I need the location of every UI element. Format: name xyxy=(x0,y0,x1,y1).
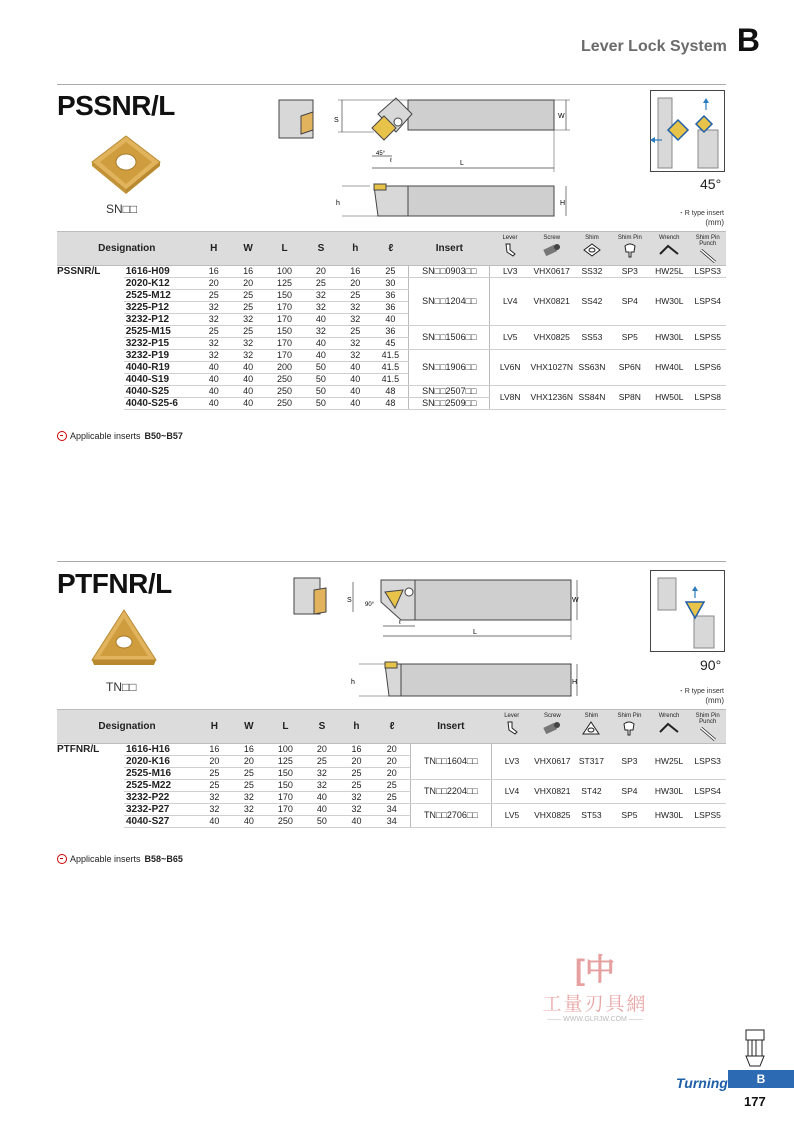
table-cell: 250 xyxy=(265,374,303,386)
table-cell: VHX1027N xyxy=(530,350,573,386)
holder-end-view xyxy=(292,576,332,618)
table-cell: SP6N xyxy=(611,350,649,386)
table-row xyxy=(57,386,726,398)
table-cell: SN□□1204□□ xyxy=(409,278,490,326)
col-screw: Screw xyxy=(532,710,573,744)
table-cell: 32 xyxy=(197,338,231,350)
table-cell: 36 xyxy=(372,326,408,338)
table-cell: 25 xyxy=(338,290,372,302)
col-shim-pin: Shim Pin xyxy=(611,232,649,266)
shim-icon xyxy=(582,242,602,258)
col-shim-pin-punch: Shim Pin Punch xyxy=(689,710,726,744)
table-cell: 150 xyxy=(266,780,305,792)
table-cell: 40 xyxy=(372,314,408,326)
applicable-inserts-link[interactable]: Applicable inserts B58~B65 xyxy=(57,854,183,864)
table-cell: 32 xyxy=(197,350,231,362)
table-cell: SP8N xyxy=(611,386,649,410)
table-cell: 170 xyxy=(266,792,305,804)
cutting-angle: 45° xyxy=(700,176,722,192)
header-section-letter: B xyxy=(736,22,760,58)
table-cell: 40 xyxy=(304,350,338,362)
table-cell: 170 xyxy=(266,804,305,816)
table-cell: SN□□2507□□ xyxy=(409,386,490,398)
table-cell: 32 xyxy=(338,350,372,362)
insert-code: SN□□ xyxy=(106,202,138,216)
table-cell: 32 xyxy=(339,804,374,816)
table-cell: SP5 xyxy=(610,804,649,828)
col-shim-pin: Shim Pin xyxy=(610,710,649,744)
table-cell: 32 xyxy=(197,302,231,314)
table-cell: 40 xyxy=(339,816,374,828)
table-cell: 32 xyxy=(305,768,340,780)
table-cell: 40 xyxy=(231,398,265,410)
table-cell: SN□□1506□□ xyxy=(409,326,490,350)
unit-label: (mm) xyxy=(705,218,724,227)
table-cell: HW30L xyxy=(649,780,690,804)
table-cell: 25 xyxy=(305,756,340,768)
table-cell: VHX0617 xyxy=(530,266,573,278)
table-cell: 3232-P22 xyxy=(124,792,197,804)
table-row xyxy=(57,744,726,756)
table-cell: LV5 xyxy=(491,804,532,828)
table-cell: VHX0821 xyxy=(532,780,573,804)
series-name: PTFNR/L xyxy=(57,744,100,755)
lever-icon xyxy=(502,242,518,258)
table-cell: 25 xyxy=(339,780,374,792)
table-cell: 16 xyxy=(338,266,372,278)
col-S: S xyxy=(304,232,338,266)
table-cell: 2525-M15 xyxy=(124,326,197,338)
table-cell: HW25L xyxy=(649,266,689,278)
table-cell: 4040-R19 xyxy=(124,362,197,374)
table-cell: 40 xyxy=(338,386,372,398)
table-cell: 25 xyxy=(231,302,265,314)
table-cell: HW40L xyxy=(649,350,689,386)
table-cell: SN□□0903□□ xyxy=(409,266,490,278)
table-cell: 250 xyxy=(265,386,303,398)
table-cell: LV6N xyxy=(490,350,530,386)
table-cell: HW25L xyxy=(649,744,690,780)
table-cell: ST53 xyxy=(573,804,611,828)
table-cell: 25 xyxy=(374,780,411,792)
insert-image xyxy=(90,132,162,194)
table-cell: 25 xyxy=(372,266,408,278)
table-cell: 4040-S19 xyxy=(124,374,197,386)
holder-dimension-drawing xyxy=(330,92,580,227)
table-cell: 25 xyxy=(338,326,372,338)
applicable-inserts-link[interactable]: Applicable inserts B50~B57 xyxy=(57,431,183,441)
spec-table-ptfnr xyxy=(57,709,726,828)
col-designation: Designation xyxy=(57,710,197,744)
table-cell: HW30L xyxy=(649,804,690,828)
col-lever: Lever xyxy=(490,232,530,266)
table-cell: 32 xyxy=(305,780,340,792)
table-cell: HW50L xyxy=(649,386,689,410)
cutting-angle-diagram xyxy=(650,90,725,172)
table-cell: SP3 xyxy=(611,266,649,278)
table-cell: 50 xyxy=(304,386,338,398)
table-cell: 40 xyxy=(338,362,372,374)
watermark xyxy=(520,945,670,1023)
table-cell: 32 xyxy=(197,804,232,816)
table-cell: 40 xyxy=(197,362,231,374)
table-cell: 32 xyxy=(232,804,267,816)
table-cell: 20 xyxy=(231,278,265,290)
series-name: PSSNR/L xyxy=(57,266,101,277)
table-cell: 2525-M12 xyxy=(124,290,197,302)
table-cell: LSPS4 xyxy=(689,780,726,804)
table-cell: ST42 xyxy=(573,780,611,804)
table-cell: 48 xyxy=(372,386,408,398)
shim-pin-icon xyxy=(622,242,638,258)
col-h: h xyxy=(338,232,372,266)
cutting-angle-diagram xyxy=(650,570,725,652)
col-shim: Shim xyxy=(573,710,611,744)
col-H: H xyxy=(197,232,231,266)
table-cell: 40 xyxy=(232,816,267,828)
table-cell: 2020-K12 xyxy=(124,278,197,290)
table-cell: ST317 xyxy=(573,744,611,780)
wrench-icon xyxy=(658,720,680,736)
col-h: h xyxy=(339,710,374,744)
table-cell: SP3 xyxy=(610,744,649,780)
table-cell: 16 xyxy=(339,744,374,756)
col-l: ℓ xyxy=(374,710,411,744)
dim-S: S xyxy=(334,117,339,124)
table-cell: 20 xyxy=(374,768,411,780)
table-cell: SS63N xyxy=(573,350,610,386)
table-cell: HW30L xyxy=(649,326,689,350)
table-cell: 40 xyxy=(231,374,265,386)
table-cell: 25 xyxy=(339,768,374,780)
table-cell: LSPS8 xyxy=(689,386,726,410)
table-cell: 45 xyxy=(372,338,408,350)
applicable-icon xyxy=(57,854,67,864)
section-divider xyxy=(57,84,726,85)
dim-H: H xyxy=(572,679,578,686)
table-cell: 25 xyxy=(232,780,267,792)
table-cell: 32 xyxy=(197,792,232,804)
shim-pin-punch-icon xyxy=(698,248,718,264)
dim-l: ℓ xyxy=(390,158,392,164)
table-cell: 50 xyxy=(304,362,338,374)
table-cell: 20 xyxy=(374,744,411,756)
table-cell: 20 xyxy=(305,744,340,756)
table-cell: 170 xyxy=(265,338,303,350)
table-cell: 16 xyxy=(197,744,232,756)
table-cell: SS42 xyxy=(573,278,610,326)
dim-L: L xyxy=(460,160,464,167)
dim-L: L xyxy=(473,629,477,636)
table-cell: 25 xyxy=(231,290,265,302)
table-cell: 25 xyxy=(197,290,231,302)
dim-h: h xyxy=(351,679,355,686)
table-cell: SP4 xyxy=(611,278,649,326)
dim-W: W xyxy=(558,113,565,120)
table-cell: 25 xyxy=(197,768,232,780)
dim-l: ℓ xyxy=(399,620,401,626)
dim-S: S xyxy=(347,597,352,604)
footer-section-tab[interactable]: B xyxy=(728,1070,794,1088)
col-screw: Screw xyxy=(530,232,573,266)
cutting-angle: 90° xyxy=(700,657,722,673)
shim-icon xyxy=(581,720,601,736)
table-row xyxy=(57,326,726,338)
table-cell: VHX0825 xyxy=(530,326,573,350)
table-cell: VHX0825 xyxy=(532,804,573,828)
wrench-icon xyxy=(658,242,680,258)
section-divider xyxy=(57,561,726,562)
table-cell: LV4 xyxy=(491,780,532,804)
table-cell: LV3 xyxy=(491,744,532,780)
table-cell: 32 xyxy=(339,792,374,804)
col-W: W xyxy=(232,710,267,744)
table-cell: VHX0617 xyxy=(532,744,573,780)
page-number: 177 xyxy=(744,1094,766,1109)
table-cell: 32 xyxy=(231,338,265,350)
shim-pin-punch-icon xyxy=(698,726,718,742)
table-cell: 250 xyxy=(265,398,303,410)
table-cell: 25 xyxy=(232,768,267,780)
table-cell: 36 xyxy=(372,290,408,302)
r-type-note: ・R type insert xyxy=(677,688,724,695)
table-cell: HW30L xyxy=(649,278,689,326)
table-cell: LV5 xyxy=(490,326,530,350)
shim-pin-icon xyxy=(621,720,637,736)
table-cell: LSPS5 xyxy=(689,804,726,828)
col-lever: Lever xyxy=(491,710,532,744)
table-cell: 25 xyxy=(197,326,231,338)
table-cell: 250 xyxy=(266,816,305,828)
table-cell: 4040-S25 xyxy=(124,386,197,398)
table-row xyxy=(57,804,726,816)
table-cell: LSPS3 xyxy=(689,266,726,278)
table-cell: SS53 xyxy=(573,326,610,350)
table-cell: 125 xyxy=(265,278,303,290)
table-cell: 4040-S25-6 xyxy=(124,398,197,410)
table-cell: 200 xyxy=(265,362,303,374)
table-cell: 150 xyxy=(265,290,303,302)
table-cell: 32 xyxy=(338,338,372,350)
table-cell: 40 xyxy=(231,386,265,398)
col-W: W xyxy=(231,232,265,266)
col-designation: Designation xyxy=(57,232,197,266)
table-cell: TN□□2706□□ xyxy=(410,804,491,828)
table-cell: VHX1236N xyxy=(530,386,573,410)
table-cell: SP5 xyxy=(611,326,649,350)
table-cell: 32 xyxy=(304,302,338,314)
table-cell: 2525-M16 xyxy=(124,768,197,780)
table-cell: 25 xyxy=(374,792,411,804)
table-cell: 41.5 xyxy=(372,362,408,374)
table-cell: SN□□2509□□ xyxy=(409,398,490,410)
table-cell: 20 xyxy=(304,266,338,278)
col-H: H xyxy=(197,710,232,744)
col-wrench: Wrench xyxy=(649,710,690,744)
table-cell: 16 xyxy=(231,266,265,278)
table-cell: 170 xyxy=(265,314,303,326)
col-S: S xyxy=(305,710,340,744)
table-cell: 41.5 xyxy=(372,350,408,362)
table-cell: 40 xyxy=(231,362,265,374)
page-header xyxy=(581,22,760,59)
table-cell: SS84N xyxy=(573,386,610,410)
table-cell: 32 xyxy=(231,314,265,326)
watermark-logo: [中 xyxy=(575,954,615,987)
product-title: PTFNR/L xyxy=(57,568,172,599)
table-row xyxy=(57,780,726,792)
col-shim: Shim xyxy=(573,232,610,266)
insert-code: TN□□ xyxy=(106,680,137,694)
table-cell: 20 xyxy=(197,278,231,290)
table-cell: 32 xyxy=(338,302,372,314)
table-cell: 32 xyxy=(231,350,265,362)
table-cell: 25 xyxy=(197,780,232,792)
table-cell: 50 xyxy=(304,398,338,410)
table-cell: 40 xyxy=(338,398,372,410)
table-cell: SS32 xyxy=(573,266,610,278)
lever-icon xyxy=(504,720,520,736)
table-cell: 2020-K16 xyxy=(124,756,197,768)
table-cell: SP4 xyxy=(610,780,649,804)
table-cell: 3232-P27 xyxy=(124,804,197,816)
table-cell: 3225-P12 xyxy=(124,302,197,314)
table-cell: 125 xyxy=(266,756,305,768)
table-cell: 40 xyxy=(305,792,340,804)
table-cell: 32 xyxy=(304,290,338,302)
table-cell: 32 xyxy=(304,326,338,338)
table-cell: 25 xyxy=(231,326,265,338)
product-title: PSSNR/L xyxy=(57,90,175,121)
table-cell: 40 xyxy=(197,374,231,386)
col-wrench: Wrench xyxy=(649,232,689,266)
table-cell: 34 xyxy=(374,816,411,828)
table-cell: 100 xyxy=(265,266,303,278)
header-title: Lever Lock System xyxy=(581,38,727,55)
table-row xyxy=(57,278,726,290)
table-cell: 1616-H16 xyxy=(124,744,197,756)
spec-table-pssnr xyxy=(57,231,726,410)
col-L: L xyxy=(265,232,303,266)
dim-W: W xyxy=(572,597,579,604)
table-cell: 170 xyxy=(265,302,303,314)
table-cell: LSPS5 xyxy=(689,326,726,350)
table-cell: 2525-M22 xyxy=(124,780,197,792)
table-cell: 170 xyxy=(265,350,303,362)
table-row xyxy=(57,266,726,278)
table-cell: 30 xyxy=(372,278,408,290)
table-cell: TN□□1604□□ xyxy=(410,744,491,780)
table-cell: 150 xyxy=(266,768,305,780)
dim-angle: 45° xyxy=(376,151,386,157)
insert-image xyxy=(90,606,158,668)
table-cell: 36 xyxy=(372,302,408,314)
table-cell: LSPS4 xyxy=(689,278,726,326)
table-cell: 16 xyxy=(232,744,267,756)
table-cell: 50 xyxy=(304,374,338,386)
turning-tool-icon xyxy=(742,1028,770,1068)
table-cell: 20 xyxy=(339,756,374,768)
watermark-text: 工量刃具網 xyxy=(542,994,648,1015)
watermark-url: —— WWW.GLRJW.COM —— xyxy=(547,1016,643,1023)
r-type-note: ・R type insert xyxy=(677,210,724,217)
table-cell: 25 xyxy=(304,278,338,290)
holder-dimension-drawing xyxy=(345,572,585,702)
table-cell: 100 xyxy=(266,744,305,756)
table-cell: 1616-H09 xyxy=(124,266,197,278)
table-cell: 150 xyxy=(265,326,303,338)
table-cell: TN□□2204□□ xyxy=(410,780,491,804)
table-cell: 40 xyxy=(197,816,232,828)
table-cell: LV3 xyxy=(490,266,530,278)
table-cell: 32 xyxy=(197,314,231,326)
table-cell: 32 xyxy=(338,314,372,326)
table-cell: 48 xyxy=(372,398,408,410)
holder-end-view xyxy=(277,98,322,143)
table-cell: 40 xyxy=(304,314,338,326)
table-cell: LV8N xyxy=(490,386,530,410)
applicable-icon xyxy=(57,431,67,441)
table-cell: 3232-P12 xyxy=(124,314,197,326)
table-cell: LSPS3 xyxy=(689,744,726,780)
table-cell: VHX0821 xyxy=(530,278,573,326)
col-shim-pin-punch: Shim Pin Punch xyxy=(689,232,726,266)
table-cell: LV4 xyxy=(490,278,530,326)
table-cell: 20 xyxy=(232,756,267,768)
dim-angle: 90° xyxy=(365,602,375,608)
col-insert: Insert xyxy=(410,710,491,744)
table-cell: 3232-P15 xyxy=(124,338,197,350)
table-cell: 32 xyxy=(232,792,267,804)
table-cell: 40 xyxy=(197,398,231,410)
table-cell: 40 xyxy=(305,804,340,816)
dim-h: h xyxy=(336,200,340,207)
table-cell: 40 xyxy=(338,374,372,386)
table-cell: 20 xyxy=(197,756,232,768)
col-l: ℓ xyxy=(372,232,408,266)
table-cell: 20 xyxy=(338,278,372,290)
table-cell: 50 xyxy=(305,816,340,828)
col-L: L xyxy=(266,710,305,744)
table-cell: 4040-S27 xyxy=(124,816,197,828)
footer-section-name: Turning xyxy=(676,1075,728,1091)
unit-label: (mm) xyxy=(705,696,724,705)
table-cell: 41.5 xyxy=(372,374,408,386)
table-cell: 3232-P19 xyxy=(124,350,197,362)
table-cell: 16 xyxy=(197,266,231,278)
table-cell: 40 xyxy=(304,338,338,350)
table-cell: SN□□1906□□ xyxy=(409,350,490,386)
screw-icon xyxy=(542,242,562,258)
col-insert: Insert xyxy=(409,232,490,266)
dim-H: H xyxy=(560,200,566,207)
table-cell: LSPS6 xyxy=(689,350,726,386)
table-cell: 40 xyxy=(197,386,231,398)
table-cell: 34 xyxy=(374,804,411,816)
table-row xyxy=(57,350,726,362)
screw-icon xyxy=(542,720,562,736)
table-cell: 20 xyxy=(374,756,411,768)
